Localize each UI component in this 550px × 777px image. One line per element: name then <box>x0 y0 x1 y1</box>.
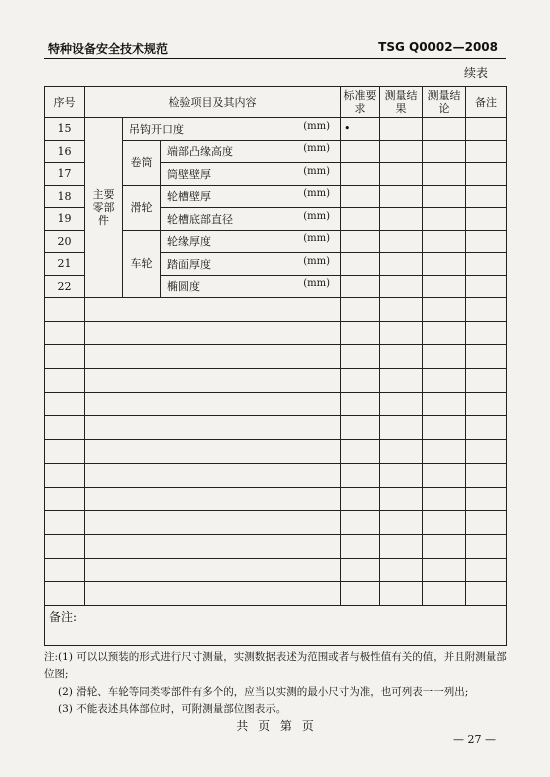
remark-cell[interactable] <box>466 298 507 322</box>
remark-cell[interactable] <box>466 163 507 186</box>
standard-cell[interactable] <box>341 185 380 208</box>
remark-cell[interactable] <box>466 416 507 440</box>
empty-row <box>45 392 507 416</box>
row-number[interactable] <box>45 345 85 369</box>
row-number[interactable] <box>45 487 85 511</box>
result-cell[interactable] <box>380 230 423 253</box>
row-number[interactable] <box>45 369 85 393</box>
result-cell[interactable] <box>380 558 423 582</box>
remark-cell[interactable] <box>466 534 507 558</box>
running-header-title: 特种设备安全技术规范 <box>48 42 169 56</box>
inspection-table <box>44 86 507 646</box>
conclusion-cell[interactable] <box>423 185 466 208</box>
conclusion-cell[interactable] <box>423 463 466 487</box>
item-cell[interactable] <box>85 582 341 606</box>
running-header-code: TSG Q0002—2008 <box>378 40 498 54</box>
conclusion-cell[interactable] <box>423 321 466 345</box>
standard-cell[interactable] <box>341 275 380 298</box>
standard-cell[interactable] <box>341 582 380 606</box>
item-cell[interactable] <box>85 392 341 416</box>
empty-row <box>45 369 507 393</box>
row-number[interactable] <box>45 463 85 487</box>
conclusion-cell[interactable] <box>423 534 466 558</box>
continued-label: 续表 <box>463 66 488 80</box>
row-number[interactable] <box>45 392 85 416</box>
result-cell[interactable] <box>380 416 423 440</box>
item-cell[interactable] <box>85 298 341 322</box>
remark-cell[interactable] <box>466 275 507 298</box>
standard-cell[interactable] <box>341 416 380 440</box>
result-cell[interactable] <box>380 208 423 231</box>
item-cell[interactable] <box>85 511 341 535</box>
result-cell[interactable] <box>380 185 423 208</box>
header-rule <box>44 58 506 59</box>
conclusion-cell[interactable] <box>423 582 466 606</box>
col-header-item: 检验项目及其内容 <box>85 87 341 118</box>
item-cell <box>161 253 341 276</box>
row-number: 17 <box>45 163 85 186</box>
table-row <box>45 118 507 141</box>
remark-cell[interactable] <box>466 118 507 141</box>
conclusion-cell[interactable] <box>423 440 466 464</box>
result-cell[interactable] <box>380 253 423 276</box>
remark-cell[interactable] <box>466 463 507 487</box>
result-cell[interactable] <box>380 511 423 535</box>
empty-row <box>45 345 507 369</box>
item-cell <box>161 208 341 231</box>
row-number: 22 <box>45 275 85 298</box>
remark-cell[interactable] <box>466 185 507 208</box>
row-number[interactable] <box>45 440 85 464</box>
row-number[interactable] <box>45 534 85 558</box>
standard-cell[interactable] <box>341 321 380 345</box>
result-cell[interactable] <box>380 582 423 606</box>
row-number: 16 <box>45 140 85 163</box>
unit-label: (mm) <box>303 120 331 132</box>
result-cell[interactable] <box>380 534 423 558</box>
conclusion-cell[interactable] <box>423 275 466 298</box>
item-cell <box>161 163 341 186</box>
empty-row <box>45 558 507 582</box>
item-cell <box>161 275 341 298</box>
unit-label: (mm) <box>303 210 331 222</box>
empty-row <box>45 534 507 558</box>
row-number: 15 <box>45 118 85 141</box>
conclusion-cell[interactable] <box>423 416 466 440</box>
standard-cell[interactable] <box>341 163 380 186</box>
item-cell[interactable] <box>85 558 341 582</box>
standard-cell[interactable] <box>341 440 380 464</box>
row-number[interactable] <box>45 511 85 535</box>
remark-cell[interactable] <box>466 487 507 511</box>
result-cell[interactable] <box>380 440 423 464</box>
result-cell[interactable] <box>380 118 423 141</box>
conclusion-cell[interactable] <box>423 345 466 369</box>
empty-row <box>45 487 507 511</box>
remark-cell[interactable] <box>466 392 507 416</box>
page-number: — 27 — <box>453 733 496 746</box>
item-name: 吊钩开口度 <box>129 122 184 136</box>
item-name: 轮缘厚度 <box>167 235 211 249</box>
remark-cell[interactable] <box>466 345 507 369</box>
unit-label: (mm) <box>303 143 331 155</box>
col-header-remark: 备注 <box>466 87 507 118</box>
col-header-conclusion: 测量结论 <box>423 87 466 118</box>
subgroup-reel: 卷筒 <box>123 140 161 185</box>
conclusion-cell[interactable] <box>423 253 466 276</box>
result-cell[interactable] <box>380 369 423 393</box>
note-3: (3) 不能表述具体部位时，可附测量部位图表示。 <box>58 703 287 715</box>
result-cell[interactable] <box>380 275 423 298</box>
remarks-label: 备注: <box>49 609 78 624</box>
group-main-parts <box>85 118 123 298</box>
row-number[interactable] <box>45 582 85 606</box>
item-cell[interactable] <box>85 440 341 464</box>
empty-row <box>45 511 507 535</box>
note-1: 注:(1) 可以以预装的形式进行尺寸测量，实测数据表述为范围或者与极性值有关的值，并且附测量部位图; <box>44 651 507 680</box>
result-cell[interactable] <box>380 140 423 163</box>
unit-label: (mm) <box>303 255 331 267</box>
item-cell[interactable] <box>85 416 341 440</box>
item-name: 椭圆度 <box>167 280 200 294</box>
item-cell[interactable] <box>85 321 341 345</box>
standard-cell[interactable] <box>341 369 380 393</box>
standard-cell[interactable] <box>341 208 380 231</box>
item-cell[interactable] <box>85 534 341 558</box>
remark-cell[interactable] <box>466 440 507 464</box>
empty-rows <box>45 298 507 606</box>
row-number[interactable] <box>45 321 85 345</box>
conclusion-cell[interactable] <box>423 487 466 511</box>
conclusion-cell[interactable] <box>423 511 466 535</box>
standard-cell[interactable] <box>341 230 380 253</box>
unit-label: (mm) <box>303 188 331 200</box>
result-cell[interactable] <box>380 463 423 487</box>
row-number: 20 <box>45 230 85 253</box>
note-2: (2) 滑轮、车轮等同类零部件有多个的，应当以实测的最小尺寸为准，也可列表一一列出; <box>58 686 469 698</box>
item-name: 端部凸缘高度 <box>167 145 233 159</box>
remark-cell[interactable] <box>466 253 507 276</box>
unit-label: (mm) <box>303 278 331 290</box>
standard-cell[interactable] <box>341 118 380 141</box>
row-number[interactable] <box>45 416 85 440</box>
remarks-row <box>45 605 507 645</box>
standard-cell[interactable] <box>341 298 380 322</box>
standard-cell[interactable] <box>341 345 380 369</box>
conclusion-cell[interactable] <box>423 392 466 416</box>
item-cell <box>123 118 341 141</box>
row-number[interactable] <box>45 298 85 322</box>
page-count-line: 共 页 第 页 <box>236 719 314 733</box>
col-header-seq: 序号 <box>45 87 85 118</box>
row-number[interactable] <box>45 558 85 582</box>
item-name: 踏面厚度 <box>167 257 211 271</box>
row-number: 19 <box>45 208 85 231</box>
group-label: 主要零部件 <box>92 188 115 227</box>
standard-cell[interactable] <box>341 534 380 558</box>
item-cell[interactable] <box>85 487 341 511</box>
conclusion-cell[interactable] <box>423 163 466 186</box>
conclusion-cell[interactable] <box>423 298 466 322</box>
item-name: 轮槽壁厚 <box>167 190 211 204</box>
standard-cell[interactable] <box>341 253 380 276</box>
remark-cell[interactable] <box>466 230 507 253</box>
row-number: 21 <box>45 253 85 276</box>
empty-row <box>45 298 507 322</box>
remark-cell[interactable] <box>466 558 507 582</box>
remark-cell[interactable] <box>466 511 507 535</box>
empty-row <box>45 321 507 345</box>
conclusion-cell[interactable] <box>423 369 466 393</box>
item-cell <box>161 185 341 208</box>
remark-cell[interactable] <box>466 208 507 231</box>
remark-cell[interactable] <box>466 369 507 393</box>
standard-cell[interactable] <box>341 558 380 582</box>
remark-cell[interactable] <box>466 321 507 345</box>
result-cell[interactable] <box>380 321 423 345</box>
standard-cell[interactable] <box>341 140 380 163</box>
empty-row <box>45 463 507 487</box>
header-row <box>45 87 507 118</box>
subgroup-pulley: 滑轮 <box>123 185 161 230</box>
result-cell[interactable] <box>380 392 423 416</box>
standard-cell[interactable] <box>341 511 380 535</box>
remark-cell[interactable] <box>466 140 507 163</box>
conclusion-cell[interactable] <box>423 558 466 582</box>
remark-cell[interactable] <box>466 582 507 606</box>
unit-label: (mm) <box>303 165 331 177</box>
bullet-mark: • <box>344 122 351 136</box>
item-cell <box>161 140 341 163</box>
item-cell[interactable] <box>85 369 341 393</box>
col-header-result: 测量结果 <box>380 87 423 118</box>
result-cell[interactable] <box>380 487 423 511</box>
row-number: 18 <box>45 185 85 208</box>
item-name: 筒壁壁厚 <box>167 167 211 181</box>
item-cell[interactable] <box>85 345 341 369</box>
col-header-standard: 标准要求 <box>341 87 380 118</box>
conclusion-cell[interactable] <box>423 140 466 163</box>
standard-cell[interactable] <box>341 392 380 416</box>
item-name: 轮槽底部直径 <box>167 212 233 226</box>
conclusion-cell[interactable] <box>423 230 466 253</box>
empty-row <box>45 582 507 606</box>
conclusion-cell[interactable] <box>423 208 466 231</box>
item-cell[interactable] <box>85 463 341 487</box>
empty-row <box>45 416 507 440</box>
empty-row <box>45 440 507 464</box>
result-cell[interactable] <box>380 163 423 186</box>
remarks-cell[interactable] <box>45 605 507 645</box>
standard-cell[interactable] <box>341 487 380 511</box>
item-cell <box>161 230 341 253</box>
subgroup-wheel: 车轮 <box>123 230 161 298</box>
unit-label: (mm) <box>303 233 331 245</box>
result-cell[interactable] <box>380 298 423 322</box>
conclusion-cell[interactable] <box>423 118 466 141</box>
result-cell[interactable] <box>380 345 423 369</box>
standard-cell[interactable] <box>341 463 380 487</box>
